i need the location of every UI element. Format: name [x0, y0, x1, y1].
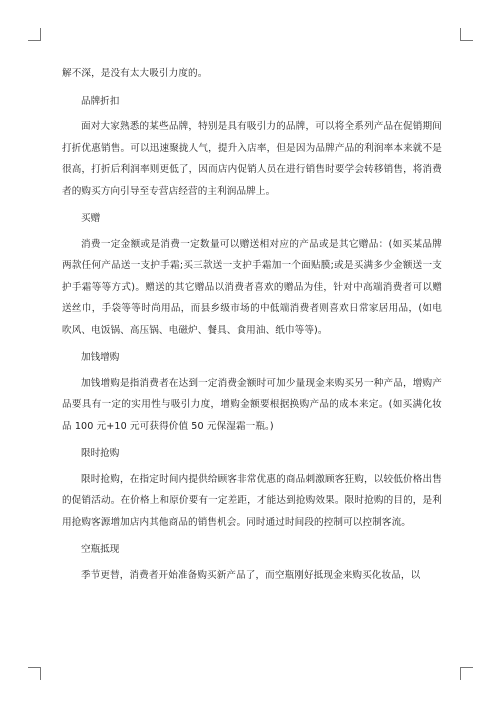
section-heading-brand-discount: 品牌折扣 — [81, 95, 120, 107]
paragraph-add-on-purchase: 加钱增购是指消费者在达到一定消费金额时可加少量现金来购买另一种产品，增购产品要具有一定的实用性与吸引力度，增购金额要根据换购产品的成本来定。(如买满化妆品 100 元+10 元可获得价值 50 元保湿霜一瓶。) — [62, 377, 442, 432]
crop-mark-bottom-left — [28, 667, 41, 680]
section-heading-empty-bottle-credit: 空瓶抵现 — [81, 544, 120, 555]
section-heading-flash-sale: 限时抢购 — [81, 448, 120, 459]
crop-mark-top-right — [460, 28, 473, 41]
paragraph-flash-sale: 限时抢购，在指定时间内提供给顾客非常优惠的商品刺激顾客狂购，以较低价格出售的促销活动。在价格上和原价要有一定差距，才能达到抢购效果。限时抢购的目的，是利用抢购客源增加店内其他商品的销售机会。同时通过时间段的控制可以控制客流。 — [62, 473, 442, 528]
section-heading-gift-with-purchase: 买赠 — [81, 213, 101, 224]
section-heading-add-on-purchase: 加钱增购 — [81, 352, 120, 363]
paragraph-gift-with-purchase: 消费一定金额或是消费一定数量可以赠送相对应的产品或是其它赠品：(如买某品牌两款任何产品送一支护手霜;买三款送一支护手霜加一个面贴膜;或是买满多少金额送一支护手霜等等方式)。赠送的其它赠品以消费者喜欢的赠品为佳，针对中高端消费者可以赠送丝巾，手袋等等时尚用品，而县乡级市场的中低端消费者则喜欢日常家居用品，(如电吹风、电饭锅、高压锅、电磁炉、餐具、食用油、纸巾等等)。 — [62, 238, 442, 336]
document-body — [62, 63, 442, 586]
paragraph-empty-bottle-credit: 季节更替，消费者开始准备购买新产品了，而空瓶刚好抵现金来购买化妆品，以 — [81, 569, 421, 581]
paragraph-brand-discount: 面对大家熟悉的某些品牌，特别是具有吸引力的品牌，可以将全系列产品在促销期间打折优惠销售。可以迅速聚拢人气，提升入店率，但是因为品牌产品的利润率本来就不是很高，打折后利润率则更低了，因而店内促销人员在进行销售时要学会转移销售，将消费者的购买方向引导至专营店经营的主利润品牌上。 — [62, 121, 442, 197]
crop-mark-top-left — [28, 28, 41, 41]
paragraph-continuation: 解不深，是没有太大吸引力度的。 — [62, 68, 208, 79]
crop-mark-bottom-right — [460, 667, 473, 680]
